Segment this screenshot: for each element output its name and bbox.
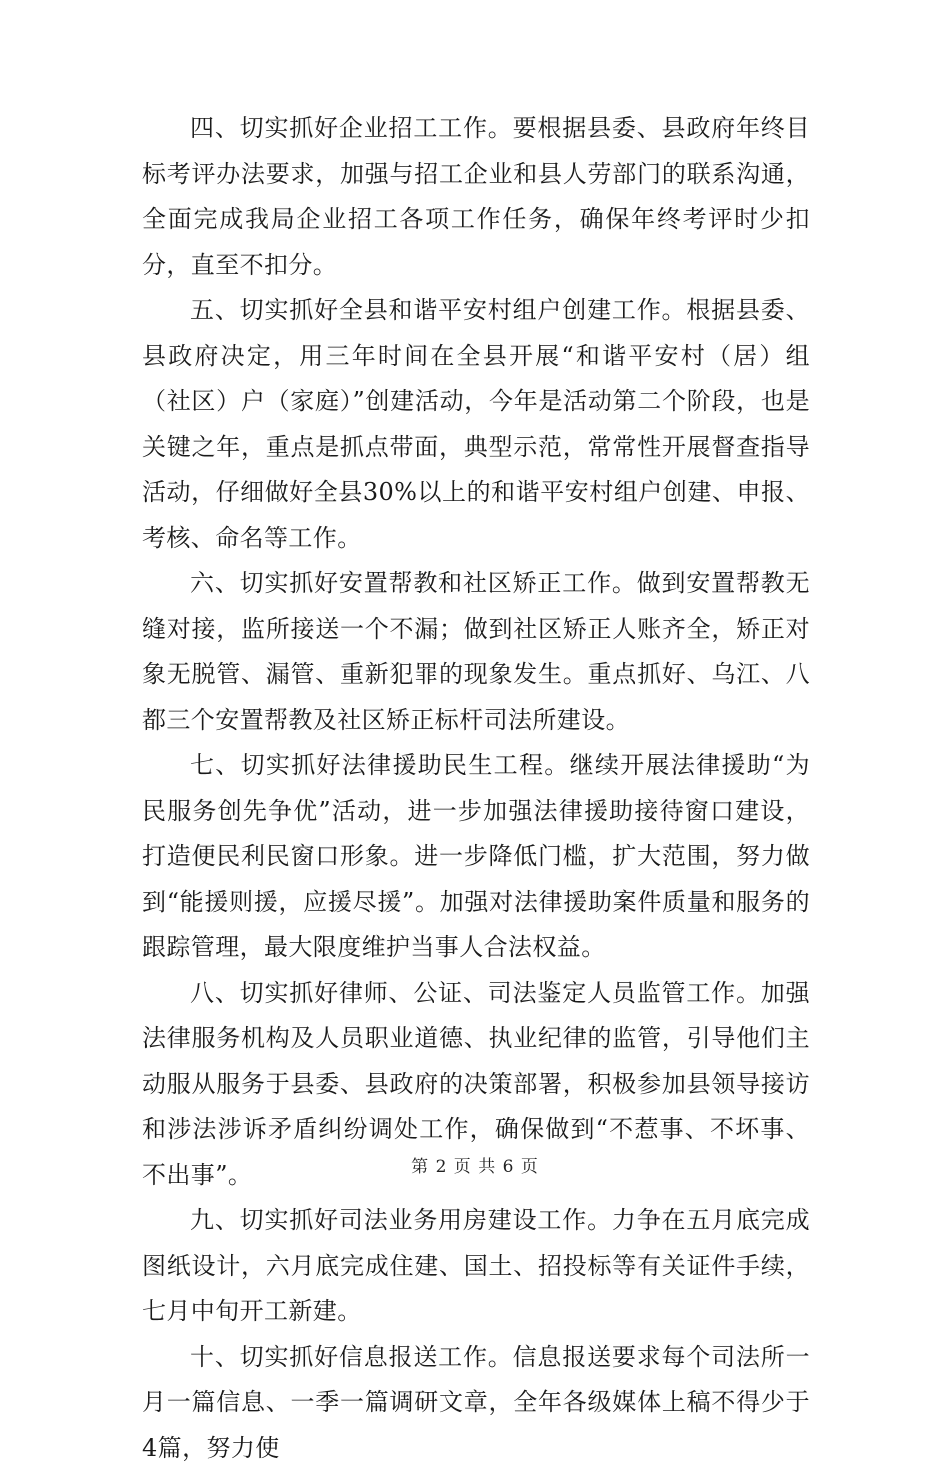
paragraph-10: 十、切实抓好信息报送工作。信息报送要求每个司法所一月一篇信息、一季一篇调研文章，全年各级媒体上稿不得少于4篇，努力使 bbox=[142, 1335, 810, 1471]
page-number-footer: 第 2 页 共 6 页 bbox=[0, 1152, 950, 1177]
paragraph-9: 九、切实抓好司法业务用房建设工作。力争在五月底完成图纸设计，六月底完成住建、国土、招投标等有关证件手续，七月中旬开工新建。 bbox=[142, 1198, 810, 1335]
paragraph-5: 五、切实抓好全县和谐平安村组户创建工作。根据县委、县政府决定，用三年时间在全县开展“和谐平安村（居）组（社区）户（家庭）”创建活动，今年是活动第二个阶段，也是关键之年，重点是抓点带面，典型示范，常常性开展督查指导活动，仔细做好全县30%以上的和谐平安村组户创建、申报、考核、命名等工作。 bbox=[142, 288, 810, 561]
paragraph-6: 六、切实抓好安置帮教和社区矫正工作。做到安置帮教无缝对接，监所接送一个不漏；做到社区矫正人账齐全，矫正对象无脱管、漏管、重新犯罪的现象发生。重点抓好、乌江、八都三个安置帮教及社区矫正标杆司法所建设。 bbox=[142, 561, 810, 743]
paragraph-8: 八、切实抓好律师、公证、司法鉴定人员监管工作。加强法律服务机构及人员职业道德、执业纪律的监管，引导他们主动服从服务于县委、县政府的决策部署，积极参加县领导接访和涉法涉诉矛盾纠纷调处工作，确保做到“不惹事、不坏事、不出事”。 bbox=[142, 971, 810, 1199]
paragraph-4: 四、切实抓好企业招工工作。要根据县委、县政府年终目标考评办法要求，加强与招工企业和县人劳部门的联系沟通，全面完成我局企业招工各项工作任务，确保年终考评时少扣分，直至不扣分。 bbox=[142, 106, 810, 288]
document-body bbox=[142, 106, 810, 1471]
paragraph-7: 七、切实抓好法律援助民生工程。继续开展法律援助“为民服务创先争优”活动，进一步加强法律援助接待窗口建设，打造便民利民窗口形象。进一步降低门槛，扩大范围，努力做到“能援则援，应援尽援”。加强对法律援助案件质量和服务的跟踪管理，最大限度维护当事人合法权益。 bbox=[142, 743, 810, 971]
